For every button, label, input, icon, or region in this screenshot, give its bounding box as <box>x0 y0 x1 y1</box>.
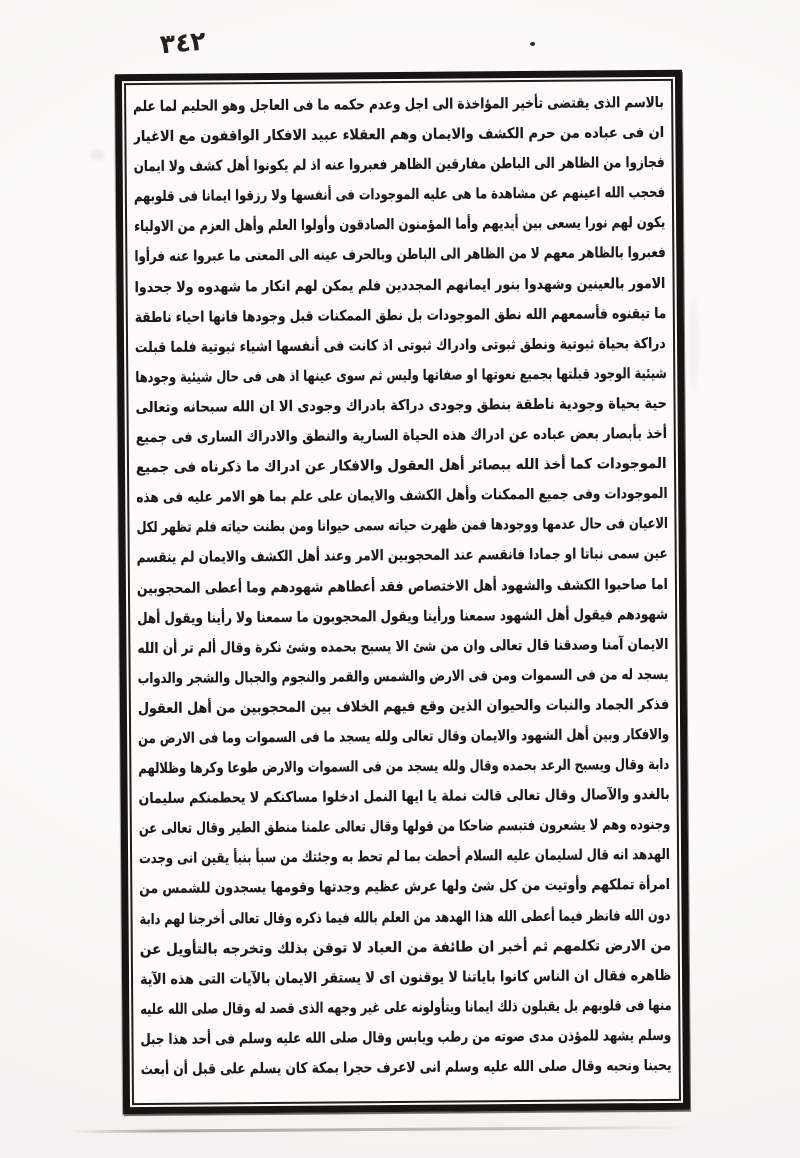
text-line-content: الامور بالعينين وشهدوا بنور ايمانهم المجددين فلم يمكن لهم انكار ما شهدوه ولا جحدوا <box>134 275 666 296</box>
text-line-content: يسجد له من فى السموات ومن فى الارض والشمس والقمر والنجوم والجبال والشجر والدواب <box>137 666 669 687</box>
text-line <box>134 237 665 271</box>
text-line-content: الايمان آمنا وصدقنا قال تعالى وان من شئ الا يسبح بحمده وشئ نكرة وقال ألم تر أن الله <box>137 636 669 657</box>
ink-speck <box>530 42 535 46</box>
text-line <box>137 538 668 572</box>
text-frame-border <box>115 70 690 1114</box>
text-line <box>138 659 669 693</box>
page-number: ٣٤٢ <box>158 25 208 60</box>
text-line <box>136 508 667 542</box>
text-line-content: دون الله فانظر فيما أعطى الله هذا الهدهد من العلم بالله فيما ذكره وقال تعالى أخرجنا لهم دابة <box>139 907 671 928</box>
text-line <box>134 177 665 211</box>
text-line-content: وجنوده وهم لا يشعرون فتبسم ضاحكا من قولها وقال تعالى علمنا منطق الطير وقال تعالى عن <box>138 817 670 838</box>
text-line <box>138 719 669 753</box>
body-text <box>133 87 672 1097</box>
text-line-content: منها فى قلوبهم بل يقبلون ذلك ايمانا ويتأولونه على غير وجهه الذى قصد له وقال صلى الله عليه <box>139 997 672 1018</box>
text-line <box>139 869 670 903</box>
text-line-content: الموجودات كما أخذ الله ببصائر أهل العقول والافكار عن ادراك ما ذكرناه فى جميع <box>136 456 668 477</box>
text-line <box>140 990 671 1024</box>
paper-smudge <box>90 150 104 160</box>
text-line <box>134 207 665 241</box>
text-line-content: دابة وقال ويسبح الرعد بحمده وقال ولله يسجد من فى السموات والارض طوعا وكرها وظلالهم <box>138 756 670 778</box>
text-line <box>138 689 669 723</box>
text-line <box>139 839 670 873</box>
text-line <box>135 358 666 392</box>
text-line-content: الموجودات وفى جميع الممكنات وأهل الكشف والايمان على علم بما هو الامر عليه فى هذه <box>135 486 668 507</box>
text-line <box>135 328 666 362</box>
text-line-content: يكون لهم نورا يسعى بين أيديهم وأما المؤمنون الصادقون وأولوا العلم وأهل العزم من الاولياء <box>134 215 666 236</box>
text-line-content: الاعيان فى حال عدمها ووجودها فمن ظهرت حياته سمى حيوانا ومن بطنت حياته فلم تظهر لكل <box>136 516 668 537</box>
text-line-content: دراكة بحياة ثبوتية ونطق ثبوتى وادراك ثبوتى اذ كانت فى أنفسها اشياء ثبوتية فلما قبلت <box>135 335 667 356</box>
text-line <box>138 779 669 813</box>
text-line-content: حية بحياة وجودية ناطقة بنطق وجودى دراكة بادراك وجودى الا ان الله سبحانه وتعالى <box>135 395 667 417</box>
text-line <box>134 147 665 181</box>
text-line-content: فجازوا من الظاهر الى الباطن مفارقين الظاهر فعبروا عنه اذ لم يكونوا أهل كشف ولا ايمان <box>133 155 665 176</box>
text-line <box>137 599 668 633</box>
text-line <box>135 298 666 332</box>
text-line <box>137 629 668 663</box>
text-line <box>139 809 670 843</box>
text-line <box>139 899 670 933</box>
text-line <box>135 388 666 422</box>
text-line-content: ظاهره فقال ان الناس كانوا باياتنا لا يوقنون اى لا يستقر الايمان بالآيات التى هذه الآية <box>139 967 672 988</box>
text-line-content: الهدهد انه قال لسليمان عليه السلام أحطت بما لم تحط به وجئتك من سبأ بنبأ يقين انى وجدت <box>139 847 671 868</box>
text-line-content: يحبنا ونحبه وقال صلى الله عليه وسلم انى لاعرف حجرا بمكة كان يسلم على قبل أن أبعث <box>140 1057 672 1079</box>
text-line <box>136 478 667 512</box>
text-line-content: عين سمى نباتا او جمادا فانقسم عند المحجوبين الامر وعند أهل الكشف والايمان لم ينقسم <box>136 546 668 567</box>
text-line <box>137 568 668 602</box>
text-line-content: أخذ بأبصار بعض عباده عن ادراك هذه الحياة السارية والنطق والادراك السارى فى جميع <box>135 425 667 447</box>
text-line-content: ما تيقنوه فأسمعهم الله نطق الموجودات بل نطق الممكنات قبل وجودها فانها احياء ناطقة <box>134 305 666 326</box>
text-line-content: شهودهم فيقول أهل الشهود سمعنا ورأينا ويقول المحجوبون ما سمعنا ولا رأينا ويقول أهل <box>137 606 669 627</box>
text-line-content: شيئية الوجود قبلتها بجميع نعوتها او صفاتها وليس ثم سوى عينها اذ هى فى حال شيئية وجودها <box>134 365 667 386</box>
text-line <box>140 960 671 994</box>
page-edge-shadow <box>70 1126 690 1133</box>
text-line-content: فعبروا بالظاهر معهم لا من الظاهر الى الباطن وبالحرف عينه الى المعنى ما عبروا عنه فرأوا <box>133 245 666 266</box>
paper-smudge <box>690 300 698 390</box>
text-line-content: والافكار وبين أهل الشهود والايمان وقال تعالى ولله يسجد ما فى السموات وما فى الارض من <box>138 726 670 748</box>
text-line <box>140 1020 671 1054</box>
text-line <box>140 930 671 964</box>
text-frame-inner-border <box>124 79 681 1105</box>
text-line <box>134 267 665 301</box>
text-line <box>133 117 664 151</box>
text-line <box>136 418 667 452</box>
text-line-content: فذكر الجماد والنبات والحيوان الذين وقع فيهم الخلاف بين المحجوبين من أهل العقول <box>137 696 669 717</box>
text-line-content: امرأة تملكهم وأوتيت من كل شئ ولها عرش عظيم وجدتها وقومها يسجدون للشمس من <box>139 877 671 898</box>
text-line <box>141 1050 672 1084</box>
text-line-content: وسلم يشهد للمؤذن مدى صوته من رطب ويابس وقال صلى الله عليه وسلم فى أحد هذا جبل <box>140 1027 672 1048</box>
text-line <box>138 749 669 783</box>
text-line <box>133 87 664 121</box>
text-line-content: فحجب الله اعينهم عن مشاهدة ما هى عليه الموجودات فى أنفسها ولا رزقوا ايمانا فى قلوبهم <box>133 185 665 206</box>
text-line-content: ان فى عباده من حرم الكشف والايمان وهم العقلاء عبيد الافكار الواقفون مع الاغيار <box>133 125 665 146</box>
text-line-content: من الارض تكلمهم ثم أخبر ان طائفة من العباد لا توقن بذلك وتخرجه بالتأويل عن <box>139 937 671 958</box>
text-line <box>136 448 667 482</box>
text-line-content: بالاسم الذى يقتضى تأخير المؤاخذة الى اجل وعدم حكمه ما فى العاجل وهو الحليم لما علم <box>133 94 665 116</box>
text-line-content: بالغدو والآصال وقال تعالى قالت نملة يا ايها النمل ادخلوا مساكنكم لا يحطمنكم سليمان <box>138 787 670 808</box>
text-line-content: اما صاحبوا الكشف والشهود أهل الاختصاص فقد أعطاهم شهودهم وما أعطى المحجوبين <box>136 576 669 597</box>
